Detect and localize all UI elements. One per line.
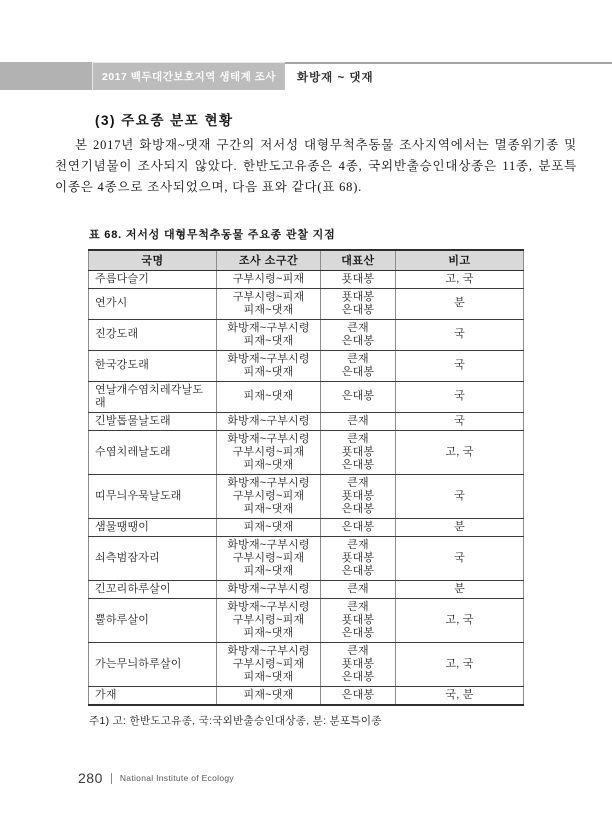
species-name-cell: 가는무늬하루살이 (89, 642, 217, 686)
table-row (89, 430, 524, 474)
subsection-line: 피재~댓재 (243, 688, 294, 701)
peak-line: 큰재 (347, 432, 369, 445)
survey-subsection-cell (217, 381, 321, 412)
peak-line: 은대봉 (341, 303, 375, 316)
species-name-cell: 뿔하루살이 (89, 598, 217, 642)
remark-cell: 국 (396, 350, 524, 381)
remark-cell: 국 (396, 381, 524, 412)
peak-line: 은대봉 (341, 502, 375, 515)
peak-line: 은대봉 (341, 564, 375, 577)
representative-peak-cell (321, 580, 396, 598)
species-name-cell: 긴꼬리하루살이 (89, 580, 217, 598)
subsection-line: 구부시령~피재 (232, 290, 305, 303)
table-footnote: 주1) 고: 한반도고유종, 국:국외반출승인대상종, 분: 분포특이종 (89, 714, 382, 727)
subsection-line: 피재~댓재 (243, 303, 294, 316)
peak-line: 은대봉 (341, 520, 375, 533)
remark-cell: 국, 분 (396, 686, 524, 705)
subsection-line: 구부시령~피재 (232, 489, 305, 502)
representative-peak-cell (321, 474, 396, 518)
remark-cell: 국 (396, 319, 524, 350)
remark-cell: 고, 국 (396, 270, 524, 288)
survey-subsection-cell (217, 288, 321, 319)
survey-subsection-cell (217, 642, 321, 686)
section-region-label (285, 62, 612, 90)
remark-cell: 분 (396, 288, 524, 319)
remark-cell: 분 (396, 580, 524, 598)
section-heading: (3) 주요종 분포 현황 (95, 113, 234, 128)
peak-line: 큰재 (347, 582, 369, 595)
survey-subsection-cell (217, 350, 321, 381)
subsection-line: 구부시령~피재 (232, 445, 305, 458)
page-footer (78, 770, 234, 786)
region-label-text: 화방재 ~ 댓재 (296, 72, 374, 84)
subsection-line: 구부시령~피재 (232, 272, 305, 285)
column-header: 조사 소구간 (217, 250, 321, 270)
subsection-line: 피재~댓재 (243, 626, 294, 639)
subsection-line: 화방재~구부시령 (227, 414, 310, 427)
subsection-line: 피재~댓재 (243, 502, 294, 515)
peak-line: 은대봉 (341, 688, 375, 701)
subsection-line: 구부시령~피재 (232, 613, 305, 626)
survey-subsection-cell (217, 412, 321, 430)
remark-cell: 고, 국 (396, 598, 524, 642)
subsection-line: 피재~댓재 (243, 670, 294, 683)
remark-cell: 고, 국 (396, 642, 524, 686)
table-row (89, 686, 524, 705)
footer-divider (111, 773, 112, 784)
remark-cell: 국 (396, 474, 524, 518)
peak-line: 푯대봉 (341, 290, 375, 303)
table-row (89, 642, 524, 686)
subsection-line: 화방재~구부시령 (227, 476, 310, 489)
peak-line: 큰재 (347, 414, 369, 427)
species-name-cell: 연가시 (89, 288, 217, 319)
subsection-line: 화방재~구부시령 (227, 600, 310, 613)
column-header: 대표산 (321, 250, 396, 270)
species-name-cell: 띠무늬우묵날도래 (89, 474, 217, 518)
table-row (89, 536, 524, 580)
subsection-line: 화방재~구부시령 (227, 432, 310, 445)
peak-line: 큰재 (347, 321, 369, 334)
report-title: 2017 백두대간보호지역 생태계 조사 (92, 62, 285, 90)
species-name-cell: 긴발톱물날도래 (89, 412, 217, 430)
peak-line: 은대봉 (341, 458, 375, 471)
species-name-cell: 한국강도래 (89, 350, 217, 381)
subsection-line: 화방재~구부시령 (227, 644, 310, 657)
survey-subsection-cell (217, 580, 321, 598)
table-row (89, 270, 524, 288)
representative-peak-cell (321, 598, 396, 642)
representative-peak-cell (321, 270, 396, 288)
subsection-line: 피재~댓재 (243, 334, 294, 347)
peak-line: 은대봉 (341, 334, 375, 347)
subsection-line: 화방재~구부시령 (227, 538, 310, 551)
representative-peak-cell (321, 536, 396, 580)
peak-line: 은대봉 (341, 365, 375, 378)
species-name-cell: 쇠측범잠자리 (89, 536, 217, 580)
species-name-cell: 수염치레날도래 (89, 430, 217, 474)
table-row (89, 580, 524, 598)
table-row (89, 381, 524, 412)
representative-peak-cell (321, 412, 396, 430)
subsection-line: 구부시령~피재 (232, 551, 305, 564)
representative-peak-cell (321, 686, 396, 705)
subsection-line: 화방재~구부시령 (227, 352, 310, 365)
table-row (89, 598, 524, 642)
survey-subsection-cell (217, 270, 321, 288)
table-caption: 표 68. 저서성 대형무척추동물 주요종 관찰 지점 (89, 229, 336, 241)
peak-line: 푯대봉 (341, 551, 375, 564)
table-row (89, 319, 524, 350)
representative-peak-cell (321, 350, 396, 381)
peak-line: 큰재 (347, 476, 369, 489)
species-name-cell: 샘물땡땡이 (89, 518, 217, 536)
survey-subsection-cell (217, 319, 321, 350)
representative-peak-cell (321, 430, 396, 474)
table-row (89, 412, 524, 430)
subsection-line: 피재~댓재 (243, 390, 294, 402)
peak-line: 큰재 (347, 352, 369, 365)
representative-peak-cell (321, 319, 396, 350)
subsection-line: 구부시령~피재 (232, 657, 305, 670)
peak-line: 푯대봉 (341, 489, 375, 502)
table-row (89, 288, 524, 319)
species-name-cell: 연날개수염치레각날도래 (89, 381, 217, 412)
peak-line: 큰재 (347, 644, 369, 657)
species-name-cell: 주름다슬기 (89, 270, 217, 288)
remark-cell: 국 (396, 412, 524, 430)
peak-line: 푯대봉 (341, 445, 375, 458)
species-observation-table (88, 249, 524, 706)
subsection-line: 화방재~구부시령 (227, 582, 310, 595)
table-header-row (89, 250, 524, 270)
column-header: 국명 (89, 250, 217, 270)
survey-subsection-cell (217, 430, 321, 474)
header-band-spacer (0, 62, 92, 90)
page-number: 280 (78, 770, 103, 786)
peak-line: 은대봉 (341, 670, 375, 683)
remark-cell: 분 (396, 518, 524, 536)
representative-peak-cell (321, 642, 396, 686)
survey-subsection-cell (217, 686, 321, 705)
subsection-line: 화방재~구부시령 (227, 321, 310, 334)
survey-subsection-cell (217, 536, 321, 580)
survey-subsection-cell (217, 598, 321, 642)
representative-peak-cell (321, 288, 396, 319)
remark-cell: 고, 국 (396, 430, 524, 474)
table-row (89, 350, 524, 381)
peak-line: 푯대봉 (341, 272, 375, 285)
peak-line: 은대봉 (341, 390, 375, 402)
peak-line: 푯대봉 (341, 613, 375, 626)
remark-cell: 국 (396, 536, 524, 580)
subsection-line: 피재~댓재 (243, 365, 294, 378)
representative-peak-cell (321, 518, 396, 536)
survey-subsection-cell (217, 474, 321, 518)
peak-line: 은대봉 (341, 626, 375, 639)
table-row (89, 518, 524, 536)
table-block (88, 226, 523, 728)
survey-subsection-cell (217, 518, 321, 536)
peak-line: 큰재 (347, 600, 369, 613)
subsection-line: 피재~댓재 (243, 520, 294, 533)
publisher-name: National Institute of Ecology (119, 773, 234, 783)
table-row (89, 474, 524, 518)
body-paragraph: 본 2017년 화방재~댓재 구간의 저서성 대형무척추동물 조사지역에서는 멸종위기종 및 천연기념물이 조사되지 않았다. 한반도고유종은 4종, 국외반출승인대상종은 11종, 분포특이종은 4종으로 조사되었으며, 다음 표와 같다(표 68). (55, 138, 577, 194)
subsection-line: 피재~댓재 (243, 458, 294, 471)
column-header: 비고 (396, 250, 524, 270)
subsection-line: 피재~댓재 (243, 564, 294, 577)
species-name-cell: 가재 (89, 686, 217, 705)
representative-peak-cell (321, 381, 396, 412)
peak-line: 큰재 (347, 538, 369, 551)
species-name-cell: 진강도래 (89, 319, 217, 350)
peak-line: 푯대봉 (341, 657, 375, 670)
page-header-band (0, 62, 612, 90)
